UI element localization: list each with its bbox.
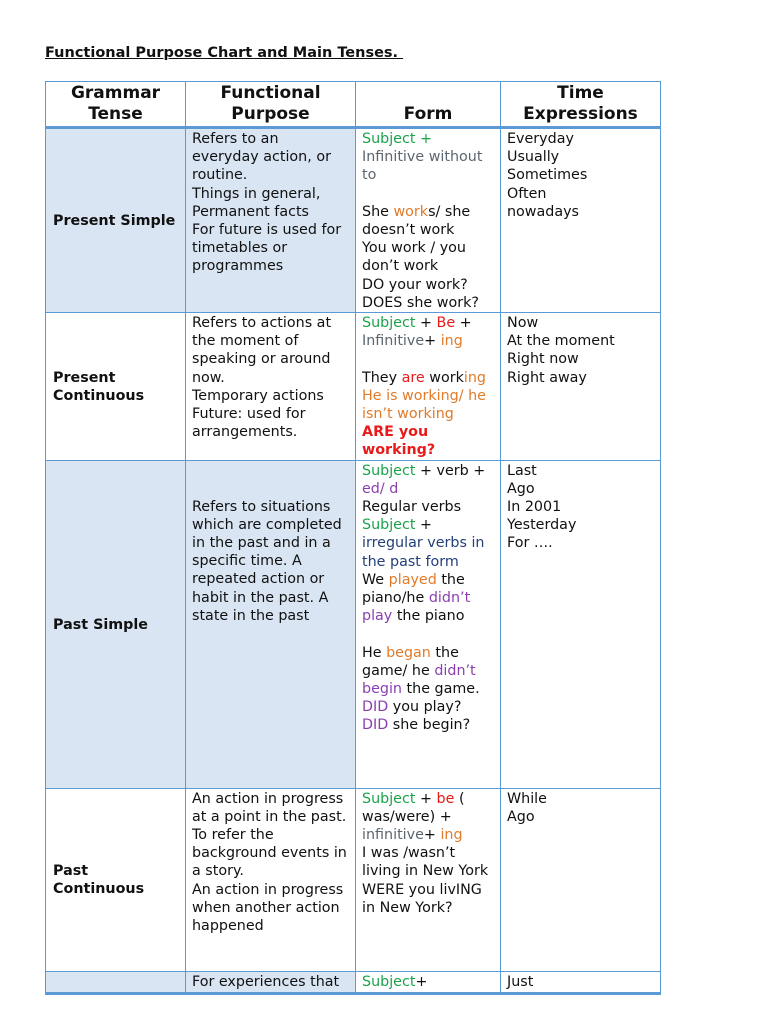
time-expressions-cell bbox=[501, 460, 661, 788]
time-expression: For …. bbox=[507, 535, 553, 552]
form-segment: the game/ he bbox=[362, 644, 459, 679]
form-segment: Subject bbox=[362, 462, 416, 479]
header-time-expressions: Time Expressions bbox=[501, 82, 661, 128]
form-segment: ARE you working? bbox=[362, 424, 436, 459]
form-line bbox=[362, 314, 494, 350]
form-cell bbox=[356, 788, 501, 971]
form-segment: + bbox=[455, 315, 472, 332]
time-expression: In 2001 bbox=[507, 499, 562, 516]
form-line bbox=[362, 239, 494, 275]
form-segment: the piano bbox=[392, 608, 465, 625]
form-segment: + bbox=[415, 790, 437, 807]
purpose-line: Permanent facts bbox=[192, 203, 309, 220]
time-expressions-cell bbox=[501, 971, 661, 993]
document-title: Functional Purpose Chart and Main Tenses. bbox=[45, 45, 404, 61]
time-expression: Often bbox=[507, 185, 547, 202]
form-segment: the piano/he bbox=[362, 571, 465, 607]
form-segment: ed/ d bbox=[362, 480, 399, 497]
time-expressions-cell bbox=[501, 788, 661, 971]
form-segment: Subject bbox=[362, 315, 416, 332]
form-segment: didn’t begin bbox=[362, 662, 476, 698]
form-segment: Subject bbox=[362, 973, 416, 990]
form-segment: work bbox=[393, 203, 429, 220]
form-segment: I was /wasn’t living in New York bbox=[362, 845, 489, 880]
form-segment: ( was/were) + bbox=[362, 790, 465, 825]
time-expression: Now bbox=[507, 315, 539, 332]
form-segment: infinitive bbox=[362, 827, 424, 844]
time-expression: Usually bbox=[507, 149, 560, 166]
form-segment: Subject bbox=[362, 517, 416, 534]
form-segment: Infinitive without to bbox=[362, 149, 483, 184]
form-line bbox=[362, 387, 494, 423]
form-line bbox=[362, 571, 494, 626]
form-segment: He is working/ he isn’t working bbox=[362, 387, 486, 423]
form-line bbox=[362, 516, 494, 571]
form-segment: DO your work? bbox=[362, 276, 468, 293]
form-line bbox=[362, 625, 494, 643]
form-line bbox=[362, 148, 494, 184]
form-line bbox=[362, 881, 494, 917]
form-line bbox=[362, 185, 494, 203]
time-expression: Right away bbox=[507, 369, 587, 386]
time-expression: Just bbox=[507, 973, 534, 990]
purpose-line: For future is used for timetables or programmes bbox=[192, 222, 342, 275]
form-line bbox=[362, 276, 494, 294]
table-row bbox=[46, 313, 661, 461]
tense-name-cell: Past Continuous bbox=[46, 788, 186, 971]
form-line bbox=[362, 644, 494, 699]
tenses-table bbox=[45, 81, 661, 995]
form-segment: ing bbox=[463, 369, 486, 386]
form-cell bbox=[356, 313, 501, 461]
purpose-line: Things in general, bbox=[192, 185, 321, 202]
form-segment: are bbox=[401, 369, 425, 386]
form-line bbox=[362, 203, 494, 239]
time-expression: Right now bbox=[507, 351, 579, 368]
purpose-line: To refer the background events in a story. bbox=[192, 827, 347, 880]
time-expression: nowadays bbox=[507, 203, 580, 220]
form-line bbox=[362, 973, 494, 991]
form-segment: Subject bbox=[362, 790, 416, 807]
form-segment: s/ she doesn’t work bbox=[362, 203, 471, 238]
table-row bbox=[46, 971, 661, 993]
form-cell bbox=[356, 460, 501, 788]
form-segment: began bbox=[386, 644, 431, 661]
time-expressions-cell bbox=[501, 128, 661, 313]
purpose-cell bbox=[186, 971, 356, 993]
form-segment: didn’t play bbox=[362, 590, 471, 625]
form-line bbox=[362, 462, 494, 498]
purpose-line: An action in progress at a point in the past. bbox=[192, 790, 347, 825]
purpose-cell bbox=[186, 313, 356, 461]
form-segment: He bbox=[362, 644, 387, 661]
form-segment: DOES she work? bbox=[362, 294, 479, 311]
header-grammar-tense: Grammar Tense bbox=[46, 82, 186, 128]
form-line bbox=[362, 698, 494, 716]
purpose-cell bbox=[186, 128, 356, 313]
time-expression: Everyday bbox=[507, 131, 574, 147]
form-segment: Be bbox=[436, 315, 456, 332]
form-line bbox=[362, 350, 494, 368]
form-segment: + verb + bbox=[415, 462, 486, 479]
form-segment: Subject + bbox=[362, 131, 432, 147]
form-line bbox=[362, 130, 494, 148]
form-segment: DID bbox=[362, 699, 389, 716]
form-line bbox=[362, 294, 494, 312]
form-cell bbox=[356, 971, 501, 993]
form-segment: Infinitive bbox=[362, 333, 425, 350]
form-segment: We bbox=[362, 571, 389, 588]
purpose-line: An action in progress when another action happened bbox=[192, 881, 344, 935]
form-line bbox=[362, 790, 494, 845]
time-expression: At the moment bbox=[507, 333, 615, 350]
form-segment: played bbox=[388, 571, 437, 588]
form-segment: + bbox=[415, 973, 428, 990]
form-segment: work bbox=[424, 369, 464, 386]
tense-name-cell bbox=[46, 971, 186, 993]
time-expression: Last bbox=[507, 462, 537, 479]
purpose-line: Refers to situations which are completed in the past and in a specific time. A repeated action or habit in the past. A state in the past bbox=[192, 498, 342, 624]
header-functional-purpose: Functional Purpose bbox=[186, 82, 356, 128]
time-expression: Yesterday bbox=[507, 517, 577, 534]
table-header-row bbox=[46, 82, 661, 128]
purpose-line: Refers to an everyday action, or routine. bbox=[192, 131, 331, 184]
purpose-cell bbox=[186, 788, 356, 971]
form-segment: she begin? bbox=[388, 717, 471, 734]
form-segment: irregular verbs in the past form bbox=[362, 535, 485, 570]
purpose-line: Future: used for arrangements. bbox=[192, 406, 306, 441]
form-segment: They bbox=[362, 369, 402, 386]
form-line bbox=[362, 716, 494, 734]
time-expressions-cell bbox=[501, 313, 661, 461]
form-segment: ing bbox=[440, 333, 463, 350]
tense-name-cell: Past Simple bbox=[46, 460, 186, 788]
form-line bbox=[362, 423, 494, 459]
purpose-line: For experiences that bbox=[192, 973, 340, 990]
table-row bbox=[46, 788, 661, 971]
time-expression: While bbox=[507, 790, 547, 807]
time-expression: Sometimes bbox=[507, 167, 588, 184]
time-expression: Ago bbox=[507, 480, 535, 497]
form-line bbox=[362, 369, 494, 387]
form-segment: ing bbox=[440, 827, 463, 844]
tense-name-cell: Present Continuous bbox=[46, 313, 186, 461]
form-segment: + bbox=[423, 827, 441, 844]
table-row bbox=[46, 128, 661, 313]
form-segment: + bbox=[415, 315, 437, 332]
form-line bbox=[362, 498, 494, 516]
form-segment: you play? bbox=[388, 699, 462, 716]
form-segment: She bbox=[362, 203, 394, 220]
form-segment: You work / you don’t work bbox=[362, 240, 466, 275]
purpose-line: Refers to actions at the moment of speaking or around now. bbox=[192, 315, 332, 386]
purpose-cell bbox=[186, 460, 356, 788]
header-form: Form bbox=[356, 82, 501, 128]
tense-name-cell: Present Simple bbox=[46, 128, 186, 313]
form-segment: + bbox=[424, 333, 441, 350]
form-cell bbox=[356, 128, 501, 313]
form-segment: WERE you livING in New York? bbox=[362, 881, 482, 916]
form-line bbox=[362, 844, 494, 880]
form-segment: the game. bbox=[401, 681, 480, 698]
time-expression: Ago bbox=[507, 808, 535, 825]
form-segment: be bbox=[436, 790, 455, 807]
form-segment: DID bbox=[362, 717, 389, 734]
form-segment: + bbox=[415, 517, 432, 534]
form-segment: Regular verbs bbox=[362, 499, 462, 516]
purpose-line: Temporary actions bbox=[192, 387, 324, 404]
table-row bbox=[46, 460, 661, 788]
